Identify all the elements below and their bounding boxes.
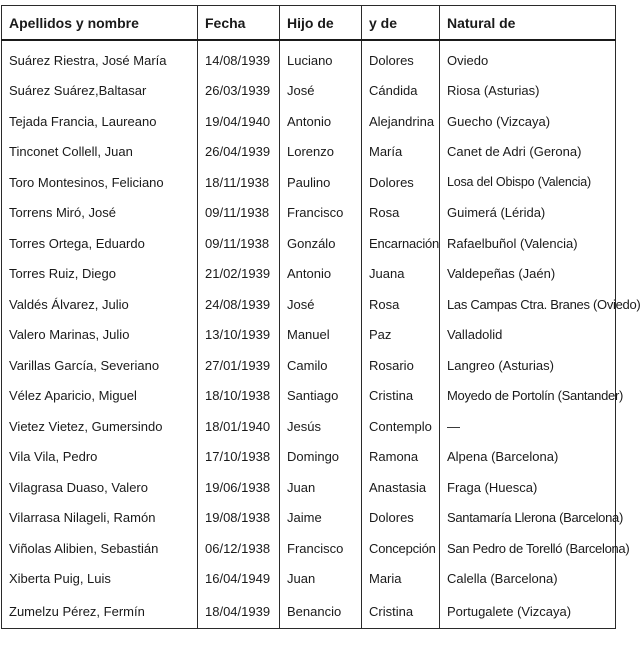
cell-mother: Encarnación bbox=[362, 228, 440, 259]
cell-father: Antonio bbox=[280, 106, 362, 137]
column-header-father: Hijo de bbox=[280, 6, 362, 41]
table-row bbox=[2, 40, 616, 76]
cell-mother: Anastasia bbox=[362, 472, 440, 503]
cell-date: 26/03/1939 bbox=[198, 76, 280, 107]
cell-birthplace: Guimerá (Lérida) bbox=[440, 198, 616, 229]
cell-mother: Cándida bbox=[362, 76, 440, 107]
cell-name: Vilagrasa Duaso, Valero bbox=[2, 472, 198, 503]
cell-father: Antonio bbox=[280, 259, 362, 290]
cell-birthplace: Canet de Adri (Gerona) bbox=[440, 137, 616, 168]
cell-date: 16/04/1949 bbox=[198, 564, 280, 595]
cell-name: Suárez Riestra, José María bbox=[2, 40, 198, 76]
table-row bbox=[2, 564, 616, 595]
cell-name: Vélez Aparicio, Miguel bbox=[2, 381, 198, 412]
cell-name: Varillas García, Severiano bbox=[2, 350, 198, 381]
cell-name: Torres Ortega, Eduardo bbox=[2, 228, 198, 259]
cell-birthplace: Losa del Obispo (Valencia) bbox=[440, 167, 616, 198]
cell-birthplace: Oviedo bbox=[440, 40, 616, 76]
table-row bbox=[2, 442, 616, 473]
cell-birthplace: Calella (Barcelona) bbox=[440, 564, 616, 595]
cell-name: Vila Vila, Pedro bbox=[2, 442, 198, 473]
cell-name: Torrens Miró, José bbox=[2, 198, 198, 229]
cell-birthplace: Valdepeñas (Jaén) bbox=[440, 259, 616, 290]
cell-father: Luciano bbox=[280, 40, 362, 76]
cell-birthplace: Fraga (Huesca) bbox=[440, 472, 616, 503]
cell-name: Valero Marinas, Julio bbox=[2, 320, 198, 351]
cell-mother: Dolores bbox=[362, 503, 440, 534]
cell-mother: Paz bbox=[362, 320, 440, 351]
cell-father: Benancio bbox=[280, 594, 362, 629]
cell-name: Toro Montesinos, Feliciano bbox=[2, 167, 198, 198]
cell-name: Vietez Vietez, Gumersindo bbox=[2, 411, 198, 442]
column-header-date: Fecha bbox=[198, 6, 280, 41]
cell-mother: Dolores bbox=[362, 167, 440, 198]
table-row bbox=[2, 533, 616, 564]
cell-name: Vilarrasa Nilageli, Ramón bbox=[2, 503, 198, 534]
table-body bbox=[2, 40, 640, 629]
cell-father: José bbox=[280, 289, 362, 320]
cell-father: Santiago bbox=[280, 381, 362, 412]
cell-father: Juan bbox=[280, 564, 362, 595]
cell-name: Tinconet Collell, Juan bbox=[2, 137, 198, 168]
table-row bbox=[2, 198, 616, 229]
table-row bbox=[2, 350, 616, 381]
cell-mother: Rosa bbox=[362, 289, 440, 320]
cell-father: Juan bbox=[280, 472, 362, 503]
cell-birthplace: Moyedo de Portolín (Santander) bbox=[440, 381, 616, 412]
column-header-mother: y de bbox=[362, 6, 440, 41]
header-row bbox=[2, 6, 616, 41]
cell-birthplace: Langreo (Asturias) bbox=[440, 350, 616, 381]
cell-date: 18/10/1938 bbox=[198, 381, 280, 412]
cell-father: José bbox=[280, 76, 362, 107]
cell-birthplace: Portugalete (Vizcaya) bbox=[440, 594, 616, 629]
cell-mother: Cristina bbox=[362, 594, 440, 629]
cell-mother: Juana bbox=[362, 259, 440, 290]
table-row bbox=[2, 137, 616, 168]
table-row bbox=[2, 503, 616, 534]
cell-father: Paulino bbox=[280, 167, 362, 198]
cell-father: Manuel bbox=[280, 320, 362, 351]
cell-date: 06/12/1938 bbox=[198, 533, 280, 564]
cell-name: Xiberta Puig, Luis bbox=[2, 564, 198, 595]
cell-birthplace: — bbox=[440, 411, 616, 442]
cell-mother: Contemplo bbox=[362, 411, 440, 442]
cell-date: 18/01/1940 bbox=[198, 411, 280, 442]
table-row bbox=[2, 411, 616, 442]
cell-mother: Rosa bbox=[362, 198, 440, 229]
table-row bbox=[2, 76, 616, 107]
cell-mother: María bbox=[362, 137, 440, 168]
cell-date: 26/04/1939 bbox=[198, 137, 280, 168]
table-row bbox=[2, 259, 616, 290]
cell-mother: Alejandrina bbox=[362, 106, 440, 137]
cell-birthplace: Riosa (Asturias) bbox=[440, 76, 616, 107]
table-row bbox=[2, 228, 616, 259]
cell-mother: Cristina bbox=[362, 381, 440, 412]
cell-birthplace: Alpena (Barcelona) bbox=[440, 442, 616, 473]
cell-date: 27/01/1939 bbox=[198, 350, 280, 381]
cell-mother: Concepción bbox=[362, 533, 440, 564]
table-row bbox=[2, 167, 616, 198]
cell-father: Lorenzo bbox=[280, 137, 362, 168]
column-header-birthplace: Natural de bbox=[440, 6, 616, 41]
cell-date: 09/11/1938 bbox=[198, 198, 280, 229]
cell-birthplace: Guecho (Vizcaya) bbox=[440, 106, 616, 137]
table-row bbox=[2, 320, 616, 351]
cell-father: Camilo bbox=[280, 350, 362, 381]
cell-date: 14/08/1939 bbox=[198, 40, 280, 76]
cell-birthplace: San Pedro de Torelló (Barcelona) bbox=[440, 533, 616, 564]
cell-name: Suárez Suárez,Baltasar bbox=[2, 76, 198, 107]
cell-date: 21/02/1939 bbox=[198, 259, 280, 290]
cell-name: Tejada Francia, Laureano bbox=[2, 106, 198, 137]
cell-name: Torres Ruiz, Diego bbox=[2, 259, 198, 290]
registry-table bbox=[1, 5, 640, 629]
cell-date: 19/06/1938 bbox=[198, 472, 280, 503]
table-header bbox=[2, 6, 616, 41]
cell-mother: Ramona bbox=[362, 442, 440, 473]
cell-name: Viñolas Alibien, Sebastián bbox=[2, 533, 198, 564]
cell-father: Francisco bbox=[280, 533, 362, 564]
cell-date: 24/08/1939 bbox=[198, 289, 280, 320]
cell-date: 18/04/1939 bbox=[198, 594, 280, 629]
cell-date: 13/10/1939 bbox=[198, 320, 280, 351]
table-row bbox=[2, 594, 616, 629]
cell-father: Gonzálo bbox=[280, 228, 362, 259]
cell-date: 17/10/1938 bbox=[198, 442, 280, 473]
column-header-name: Apellidos y nombre bbox=[2, 6, 198, 41]
cell-mother: Maria bbox=[362, 564, 440, 595]
cell-name: Valdés Álvarez, Julio bbox=[2, 289, 198, 320]
table-row bbox=[2, 381, 616, 412]
cell-birthplace: Santamaría Llerona (Barcelona) bbox=[440, 503, 616, 534]
cell-mother: Dolores bbox=[362, 40, 440, 76]
cell-date: 19/04/1940 bbox=[198, 106, 280, 137]
cell-date: 18/11/1938 bbox=[198, 167, 280, 198]
cell-date: 19/08/1938 bbox=[198, 503, 280, 534]
cell-birthplace: Rafaelbuñol (Valencia) bbox=[440, 228, 616, 259]
cell-father: Domingo bbox=[280, 442, 362, 473]
cell-date: 09/11/1938 bbox=[198, 228, 280, 259]
cell-birthplace: Valladolid bbox=[440, 320, 616, 351]
cell-mother: Rosario bbox=[362, 350, 440, 381]
table-row bbox=[2, 472, 616, 503]
cell-father: Francisco bbox=[280, 198, 362, 229]
cell-birthplace: Las Campas Ctra. Branes (Oviedo) bbox=[440, 289, 616, 320]
cell-father: Jaime bbox=[280, 503, 362, 534]
cell-father: Jesús bbox=[280, 411, 362, 442]
table-row bbox=[2, 289, 616, 320]
table-row bbox=[2, 106, 616, 137]
cell-name: Zumelzu Pérez, Fermín bbox=[2, 594, 198, 629]
